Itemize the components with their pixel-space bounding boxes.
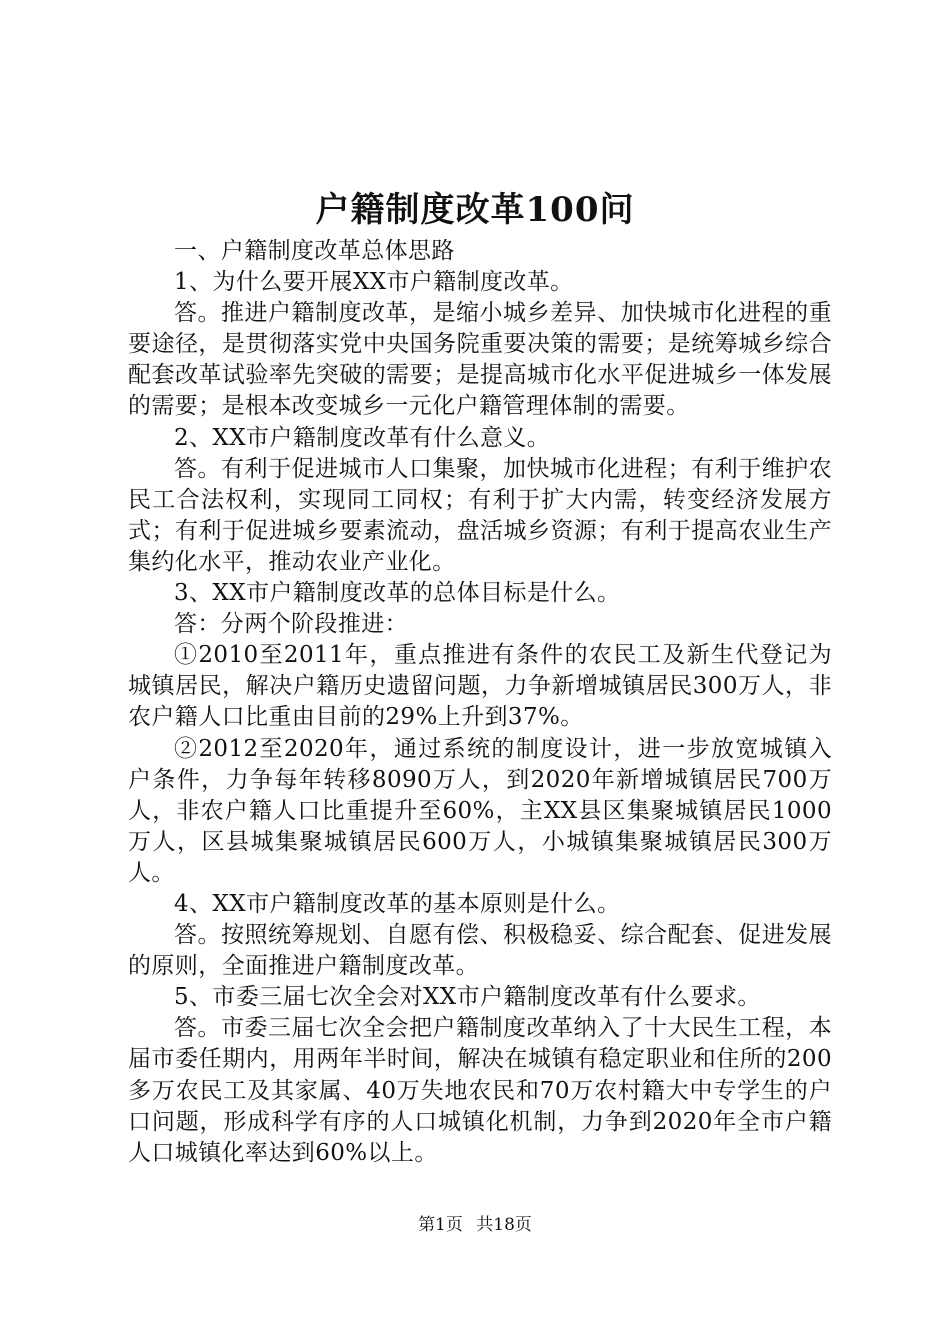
page-number: 第1页: [418, 1215, 463, 1235]
answer-5: 答。市委三届七次全会把户籍制度改革纳入了十大民生工程，本届市委任期内，用两年半时间，解决在城镇有稳定职业和住所的200多万农民工及其家属、40万失地农民和70万农村籍大中专学生的户口问题，形成科学有序的人口城镇化机制，力争到2020年全市户籍人口城镇化率达到60%以上。: [128, 1015, 832, 1166]
answer-2: 答。有利于促进城市人口集聚，加快城市化进程；有利于维护农民工合法权利，实现同工同权；有利于扩大内需，转变经济发展方式；有利于促进城乡要素流动，盘活城乡资源；有利于提高农业生产集约化水平，推动农业产业化。: [128, 455, 832, 575]
section-heading: 一、户籍制度改革总体思路: [174, 238, 455, 264]
answer-3-stage-1: ①2010至2011年，重点推进有条件的农民工及新生代登记为城镇居民，解决户籍历史遗留问题，力争新增城镇居民300万人，非农户籍人口比重由目前的29%上升到37%。: [128, 642, 832, 731]
page-total: 共18页: [476, 1215, 532, 1235]
question-5: 5、市委三届七次全会对XX市户籍制度改革有什么要求。: [174, 984, 761, 1011]
document-body: [128, 236, 832, 1169]
question-1: 1、为什么要开展XX市户籍制度改革。: [174, 269, 574, 296]
answer-1: 答。推进户籍制度改革，是缩小城乡差异、加快城市化进程的重要途径，是贯彻落实党中央国务院重要决策的需要；是统筹城乡综合配套改革试验率先突破的需要；是提高城市化水平促进城乡一体发展的需要；是根本改变城乡一元化户籍管理体制的需要。: [128, 300, 832, 420]
question-4: 4、XX市户籍制度改革的基本原则是什么。: [174, 890, 621, 917]
answer-3-stage-2: ②2012至2020年，通过系统的制度设计，进一步放宽城镇入户条件，力争每年转移8090万人，到2020年新增城镇居民700万人，非农户籍人口比重提升至60%，主XX县区集聚城镇居民1000万人，区县城集聚城镇居民600万人，小城镇集聚城镇居民300万人。: [128, 735, 832, 886]
answer-4: 答。按照统筹规划、自愿有偿、积极稳妥、综合配套、促进发展的原则，全面推进户籍制度改革。: [128, 922, 832, 980]
page-footer: [0, 1212, 950, 1238]
question-2: 2、XX市户籍制度改革有什么意义。: [174, 424, 551, 451]
answer-3-intro: 答：分两个阶段推进：: [174, 611, 408, 638]
document-title: 户籍制度改革100问: [315, 190, 635, 230]
question-3: 3、XX市户籍制度改革的总体目标是什么。: [174, 580, 621, 607]
